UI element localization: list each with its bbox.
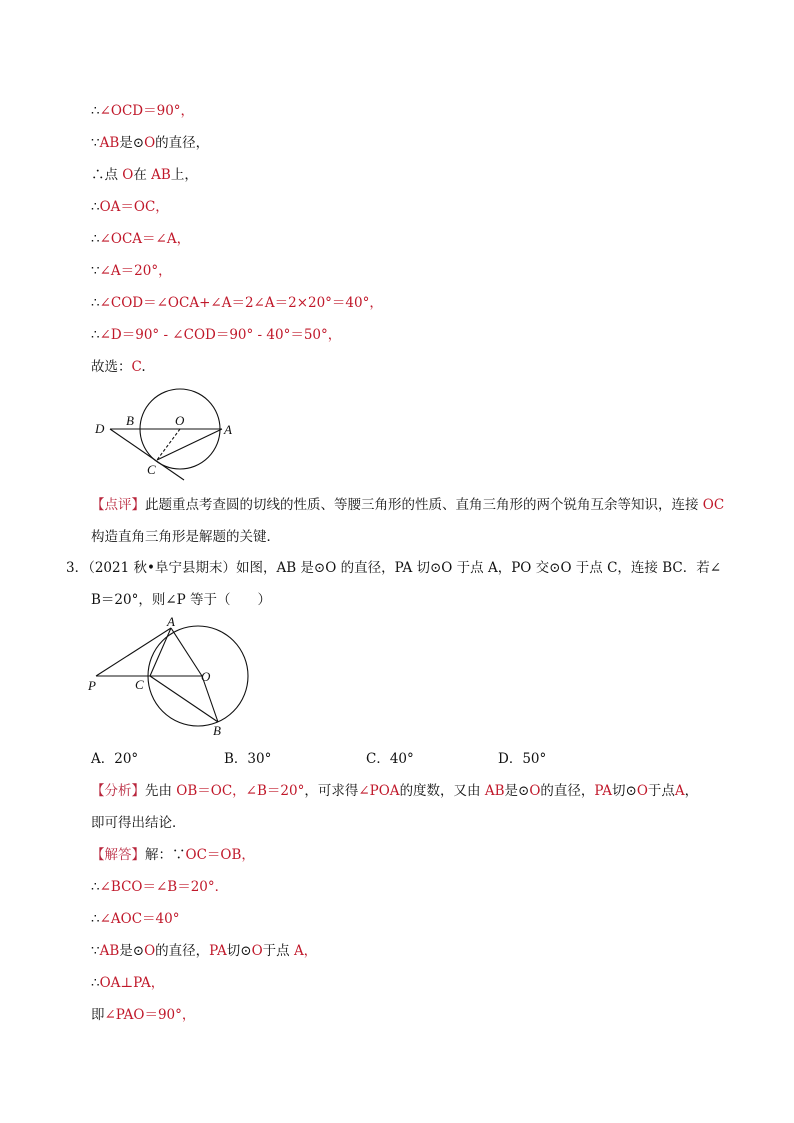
option-d: D．50°	[498, 751, 547, 767]
label-b: B	[213, 723, 221, 738]
geometry-figure-1	[90, 384, 250, 484]
solution-step: ∴OA＝OC，	[91, 199, 169, 215]
label-d: D	[95, 421, 105, 436]
solution-step: ∴∠D＝90° - ∠COD＝90° - 40°＝50°，	[91, 327, 342, 343]
label-o: O	[175, 413, 185, 428]
answer-step: ∵AB是⊙O的直径，PA切⊙O于点 A，	[91, 943, 318, 959]
analysis-line-1: 【分析】先由 OB＝OC，∠B＝20°，可求得∠POA的度数，又由 AB是⊙O的直径，PA切⊙O于点A，	[91, 783, 699, 799]
answer-step: ∴OA⊥PA，	[91, 975, 165, 991]
solution-step: 故选：C.	[91, 359, 146, 375]
solution-step: ∴∠COD＝∠OCA+∠A＝2∠A＝2×20°＝40°，	[91, 295, 383, 311]
option-c: C．40°	[366, 751, 414, 767]
label-b: B	[126, 413, 134, 428]
label-c: C	[135, 677, 144, 692]
question-line-1: 3．（2021 秋•阜宁县期末）如图，AB 是⊙O 的直径，PA 切⊙O 于点 A，PO 交⊙O 于点 C，连接 BC．若∠	[66, 560, 722, 576]
solution-step: ∴∠OCA＝∠A，	[91, 231, 191, 247]
analysis-line-2: 即可得出结论．	[91, 815, 186, 831]
option-b: B．30°	[224, 751, 272, 767]
label-a: A	[167, 614, 175, 629]
label-a: A	[224, 422, 232, 437]
geometry-figure-2	[86, 612, 261, 742]
solution-step: ∵AB是⊙O的直径，	[91, 135, 210, 151]
label-o: O	[201, 669, 211, 684]
label-c: C	[147, 462, 156, 477]
answer-line-1: 【解答】解：∵OC＝OB，	[91, 847, 255, 863]
comment-line-2: 构造直角三角形是解题的关键．	[91, 529, 280, 545]
option-a: A．20°	[91, 751, 139, 767]
comment-line-1: 【点评】此题重点考查圆的切线的性质、等腰三角形的性质、直角三角形的两个锐角互余等知识，连接 OC	[91, 497, 725, 513]
label-p: P	[88, 678, 96, 693]
answer-step: ∴∠BCO＝∠B＝20°．	[91, 879, 229, 895]
solution-step: ∴∠OCD＝90°，	[91, 103, 195, 119]
solution-step: ∵∠A＝20°，	[91, 263, 172, 279]
solution-step: ∴点 O在 AB上，	[91, 167, 198, 183]
question-line-2: B＝20°，则∠P 等于（ ）	[91, 592, 272, 608]
answer-step: 即∠PAO＝90°，	[91, 1007, 196, 1023]
answer-step: ∴∠AOC＝40°	[91, 911, 180, 927]
